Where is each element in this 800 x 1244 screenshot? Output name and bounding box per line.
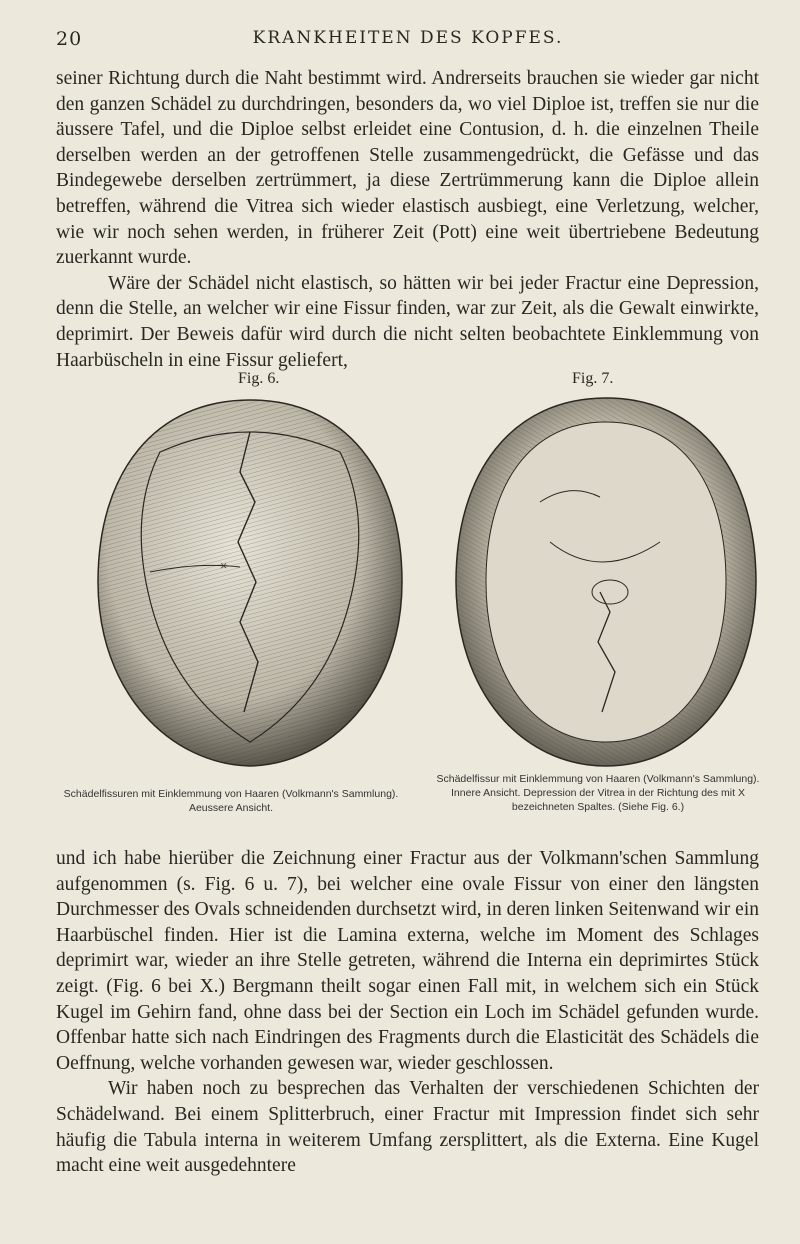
bottom-text-block xyxy=(56,846,759,1179)
fig6-skull-exterior-illustration xyxy=(90,392,410,774)
paragraph-1: seiner Richtung durch die Naht bestimmt wird. Andrerseits brauchen sie wieder gar nicht den ganzen Schädel zu durchdringen, besonders da, wo viel Diploe ist, treffen sie nur die äussere Tafel, und die Diploe selbst erleidet eine Contusion, d. h. die einzelnen Theile derselben werden an der getroffenen Stelle zusammengedrückt, die Gefässe und das Bindegewebe derselben zertrümmert, ja diese Zertrümmerung kann die Diploe allein betreffen, während die Vitrea sich wieder elastisch ausbiegt, eine Verletzung, welcher, wie wir noch sehen werden, in früherer Zeit (Pott) eine weit übertriebene Bedeutung zuerkannt wurde. xyxy=(56,68,759,269)
running-title: KRANKHEITEN DES KOPFES. xyxy=(252,28,564,48)
fig6-label: Fig. 6. xyxy=(238,370,280,387)
fig7-label: Fig. 7. xyxy=(572,370,614,387)
fig6-caption: Schädelfissuren mit Einklemmung von Haaren (Volkmann's Sammlung). Aeussere Ansicht. xyxy=(63,788,399,814)
paragraph-4: Wir haben noch zu besprechen das Verhalten der verschiedenen Schichten der Schädelwand. Bei einem Splitterbruch, einer Fractur mit Impression findet sich sehr häufig die Tabula interna in weiterem Umfang zersplittert, als die Externa. Eine Kugel macht eine weit ausgedehntere xyxy=(56,1078,759,1177)
fig7-skull-interior-illustration xyxy=(450,392,762,772)
svg-text:×: × xyxy=(220,558,228,573)
paragraph-3: und ich habe hierüber die Zeichnung einer Fractur aus der Volkmann'schen Sammlung aufgenommen (s. Fig. 6 u. 7), bei welcher eine ovale Fissur von einer den längsten Durchmesser des Ovals schneidenden durchsetzt wird, in deren linken Seitenwand wir ein Haarbüschel finden. Hier ist die Lamina externa, welche im Moment des Schlages deprimirt war, wieder an ihre Stelle getreten, während die Interna ein deprimirtes Stück zeigt. (Fig. 6 bei X.) Bergmann theilt sogar einen Fall mit, in welchem sich ein Stück Kugel im Gehirn fand, ohne dass bei der Section ein Loch im Schädel gefunden wurde. Offenbar hatte sich nach Eindringen des Fragments durch die Elasticität des Schädels die Oeffnung, welche vorhanden gewesen war, wieder geschlossen. xyxy=(56,848,759,1074)
paragraph-2: Wäre der Schädel nicht elastisch, so hätten wir bei jeder Fractur eine Depression, denn die Stelle, an welcher wir eine Fissur finden, war zur Zeit, als die Gewalt einwirkte, deprimirt. Der Beweis dafür wird durch die nicht selten beobachtete Einklemmung von Haarbüscheln in eine Fissur geliefert, xyxy=(56,272,759,371)
top-text-block xyxy=(56,66,759,373)
running-head xyxy=(56,28,760,54)
fig7-caption: Schädelfissur mit Einklemmung von Haaren (Volkmann's Sammlung). Innere Ansicht. Depression der Vitrea in der Richtung des mit X bezeichneten Spaltes. (Siehe Fig. 6.) xyxy=(436,773,760,813)
page-number: 20 xyxy=(56,28,83,50)
